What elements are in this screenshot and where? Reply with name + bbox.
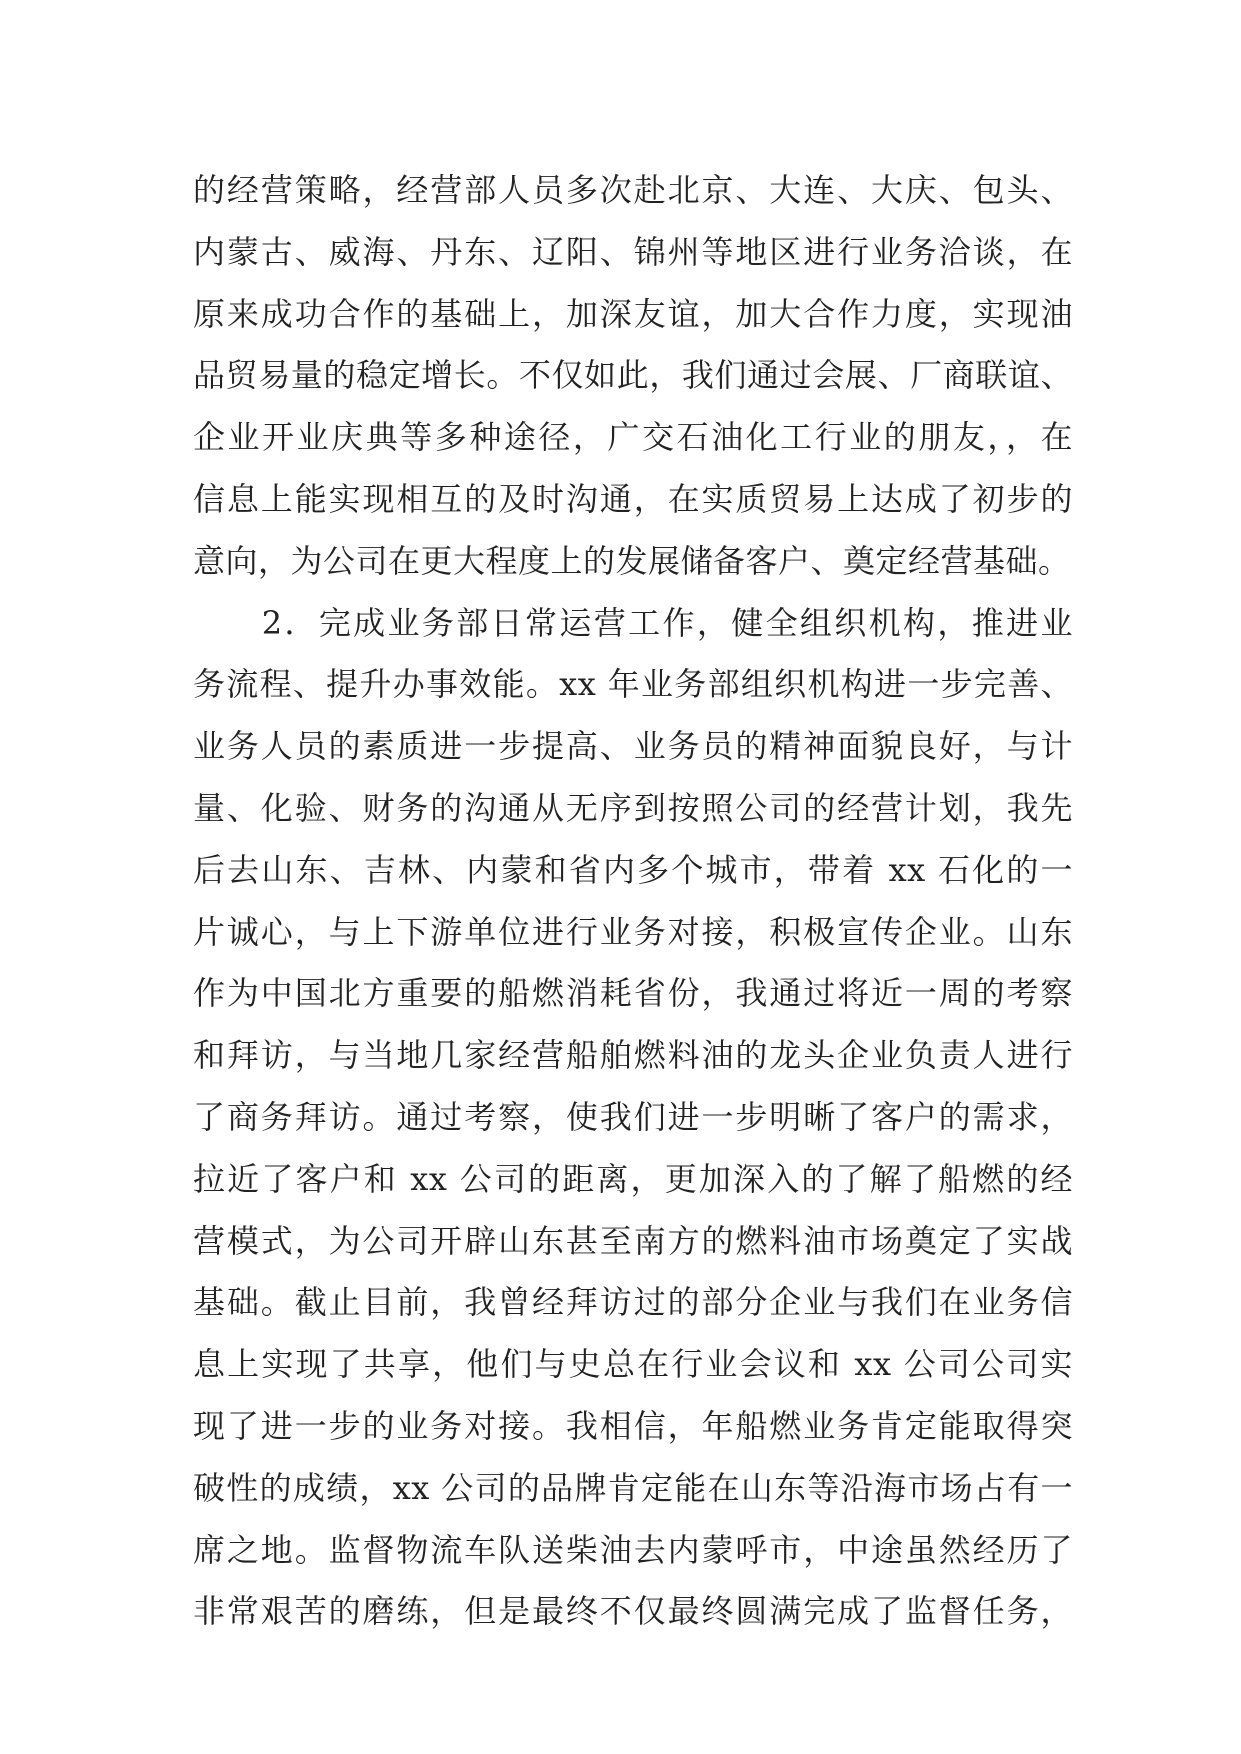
text-line: 和拜访，与当地几家经营船舶燃料油的龙头企业负责人进行 [193,1036,1073,1075]
text-line: 2．完成业务部日常运营工作，健全组织机构，推进业 [193,603,1073,642]
text-line: 业务人员的素质进一步提高、业务员的精神面貌良好，与计 [193,727,1073,766]
text-line: 量、化验、财务的沟通从无序到按照公司的经营计划，我先 [193,788,1073,827]
text-line: 作为中国北方重要的船燃消耗省份，我通过将近一周的考察 [193,974,1073,1013]
text-line: 品贸易量的稳定增长。不仅如此，我们通过会展、厂商联谊、 [193,356,1073,395]
text-line: 企业开业庆典等多种途径，广交石油化工行业的朋友，，在 [193,418,1073,457]
text-line: 拉近了客户和 xx 公司的距离，更加深入的了解了船燃的经 [193,1159,1073,1198]
text-line: 营模式，为公司开辟山东甚至南方的燃料油市场奠定了实战 [193,1221,1073,1260]
document-body [193,160,1073,1643]
text-line: 息上实现了共享，他们与史总在行业会议和 xx 公司公司实 [193,1345,1073,1384]
text-line: 片诚心，与上下游单位进行业务对接，积极宣传企业。山东 [193,912,1073,951]
text-line: 的经营策略，经营部人员多次赴北京、大连、大庆、包头、 [193,171,1073,209]
text-line: 务流程、提升办事效能。xx 年业务部组织机构进一步完善、 [193,665,1073,704]
text-line: 了商务拜访。通过考察，使我们进一步明晰了客户的需求， [193,1097,1073,1136]
text-line: 意向，为公司在更大程度上的发展储备客户、奠定经营基础。 [193,541,1071,580]
text-line: 后去山东、吉林、内蒙和省内多个城市，带着 xx 石化的一 [193,850,1073,889]
text-line: 信息上能实现相互的及时沟通，在实质贸易上达成了初步的 [193,479,1073,518]
text-line: 原来成功合作的基础上，加深友谊，加大合作力度，实现油 [193,294,1073,333]
text-line: 基础。截止目前，我曾经拜访过的部分企业与我们在业务信 [193,1283,1073,1322]
text-line: 破性的成绩，xx 公司的品牌肯定能在山东等沿海市场占有一 [193,1468,1073,1507]
text-line: 现了进一步的业务对接。我相信，年船燃业务肯定能取得突 [193,1406,1073,1445]
text-line: 席之地。监督物流车队送柴油去内蒙呼市，中途虽然经历了 [193,1530,1073,1569]
text-line: 内蒙古、威海、丹东、辽阳、锦州等地区进行业务洽谈，在 [193,232,1073,271]
text-line: 非常艰苦的磨练，但是最终不仅最终圆满完成了监督任务， [193,1592,1073,1631]
